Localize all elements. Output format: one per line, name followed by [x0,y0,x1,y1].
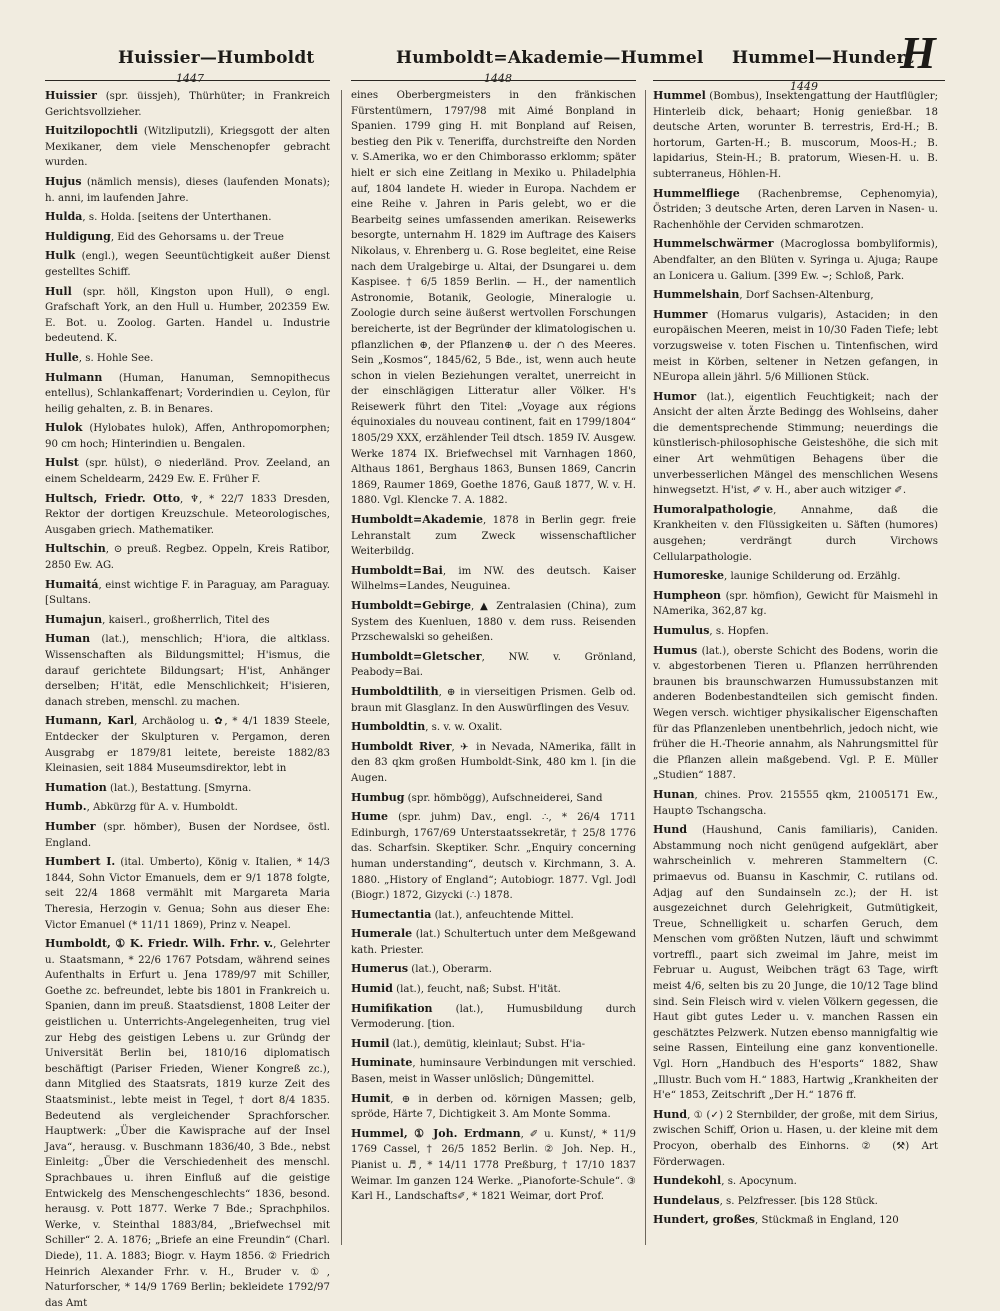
column-divider [341,90,342,1245]
dictionary-entry [351,739,636,787]
entry-headword: Humboldt, ① K. Friedr. Wilh. Frhr. v. [45,937,274,951]
entry-headword: Hund [653,1107,688,1121]
entry-headword: Hultsch, Friedr. Otto [45,491,181,505]
entry-headword: Hulk [45,249,76,263]
entry-headword: Humajun [45,612,103,626]
dictionary-entry [653,502,938,565]
dictionary-entry [45,88,330,120]
entry-text: , s. Hohle See. [78,352,154,364]
entry-headword: Huitzilopochtli [45,124,138,138]
entry-text: , Dorf Sachsen-Altenburg, [739,290,874,302]
entry-text: (spr. juhm) Dav., engl. ∴, * 26/4 1711 Edinburgh, 1767/69 Unterstaatssekretär, † 25/8 1776 das. Scharfsin. Skeptiker. Schr. „Enquiry concerning human understanding“, deutsch v. Kirchmann, 3. A. 1880. „History of England“; Autobiogr. 1877. Vgl. Jodl (Biogr.) 1872, Gizycki (∴) 1878. [351,812,636,902]
entry-headword: Humus [653,643,698,657]
column-left [45,88,331,1309]
entry-text: (engl.), wegen Seeuntüchtigkeit außer Dienst gestelltes Schiff. [45,251,330,278]
entry-headword: Hume [351,810,389,824]
dictionary-entry [653,1107,938,1170]
dictionary-entry [45,799,330,816]
dictionary-entry [653,822,938,1104]
entry-text: (Hylobates hulok), Affen, Anthropomorphen; 90 cm hoch; Hinterindien u. Bengalen. [45,423,330,450]
dictionary-entry [351,88,636,509]
entry-headword: Hummelfliege [653,186,740,200]
entry-headword: Humoreske [653,569,724,583]
dictionary-entry [45,248,330,280]
entry-headword: Hundekohl [653,1174,722,1188]
entry-text: , s. v. w. Oxalit. [425,722,503,734]
section-letter: H [900,27,936,78]
entry-headword: Hund [653,823,688,837]
entry-text: , s. Pelzfresser. [bis 128 Stück. [719,1195,878,1207]
entry-text: (ital. Umberto), König v. Italien, * 14/3 1844, Sohn Victor Emanuels, dem er 9/1 1878 folgte, seit 22/4 1868 vermählt mit Margareta Maria Theresia, Herzogin v. Genua; Sohn aus dieser Ehe: Victor Emanuel (* 11/11 1869), Prinz v. Neapel. [45,857,330,931]
entry-headword: Humboldt River [351,739,452,753]
dictionary-entry [653,1193,938,1210]
dictionary-entry [45,209,330,226]
entry-text: eines Oberbergmeisters in den fränkischen Fürstentümern, 1797/98 mit Aimé Bonpland in Spanien. 1799 ging H. mit Bonpland auf Reisen, bestieg den Pik v. Teneriffa, durchstreifte den Norden v. S.Amerika, wo er den Chimborasso erklomm; später hielt er sich eine Zeitlang in Mexiko u. Philadelphia auf, 1804 landete H. wieder in Europa. Nachdem er eine Reihe v. Jahren in Paris gelebt, wo er die Bearbeitg seines umfassenden amerikan. Reisewerks besorgte, unternahm H. 1829 im Auftrage des Kaisers Nikolaus, v. Ehrenberg u. G. Rose begleitet, eine Reise nach dem Uralgebirge u. Altai, der Dsungarei u. dem Kaspisee. † 6/5 1859 Berlin. — H., der namentlich Astronomie, Botanik, Geologie, Mineralogie u. Zoologie durch seine äußerst wertvollen Forschungen bereicherte, ist der Begründer der klimatologischen u. pflanzlichen ⊕, der Pflanzen⊕ u. der ∩ des Meeres. Sein „Kosmos“, 1845/62, 5 Bde., ist, wenn auch heute schon in vielen Beziehungen veraltet, unerreicht in der einschlägigen Litteratur aller Völker. H's Reisewerk führt den Titel: „Voyage aux régions équinoxiales du nouveau continent, fait en 1799/1804“ 1805/29 XXX, erzählender Teil dtsch. 1859 IV. Ausgew. Werke 1874 IX. Briefwechsel mit Varnhagen 1860, Althaus 1861, Berghaus 1863, Bunsen 1869, Cancrin 1869, Raumer 1869, Goethe 1876, Gauß 1877, W. v. H. 1880. Vgl. Klencke 7. A. 1882. [351,90,636,507]
dictionary-entry [351,926,636,958]
entry-headword: Hulst [45,456,79,470]
entry-text: (spr. üissjeh), Thürhüter; in Frankreich Gerichtsvollzieher. [45,91,330,118]
entry-headword: Humor [653,389,697,403]
entry-text: (Human, Hanuman, Semnopithecus entellus), Schlankaffenart; Vorderindien u. Ceylon, für heilig gehalten, z. B. in Benares. [45,372,330,415]
entry-headword: Hummel [653,89,706,102]
dictionary-entry [653,568,938,585]
dictionary-entry [653,643,938,784]
entry-text: , kaiserl., großherrlich, Titel des [102,614,270,626]
entry-headword: Humber [45,819,96,833]
header-rule-left [45,80,330,81]
entry-headword: Hulok [45,421,83,435]
entry-text: (nämlich mensis), dieses (laufenden Monats); h. anni, im laufenden Jahre. [45,176,330,204]
dictionary-entry [653,623,938,640]
entry-text: , ♆, * 22/7 1833 Dresden, Rektor der dortigen Kreuzschule. Meteorologisches, Ausgaben griech. Mathematiker. [45,493,330,536]
header-title-left: Huissier—Humboldt [118,48,315,68]
dictionary-entry [45,780,330,797]
entry-text: (lat.), eigentlich Feuchtigkeit; nach der Ansicht der alten Ärzte Bedingg des Wohlseins, daher die dementsprechende Stimmung; neuerdings die künstlerisch-philosophische Geisteshöhe, die sich mit einer Art wehmütigen Behagens über die unverbesserlichen Mängel des menschlichen Wesens hinwegsetzt. H'ist, ✐ v. H., aber auch witziger ✐. [653,391,938,497]
entry-text: (spr. hömfion), Gewicht für Maismehl in NAmerika, 362,87 kg. [653,590,938,618]
entry-headword: Humifikation [351,1001,433,1015]
entry-headword: Human [45,632,91,646]
entry-text: (spr. hömbögg), Aufschneiderei, Sand [404,792,603,804]
dictionary-entry [45,370,330,418]
entry-text: , ⊙ preuß. Regbez. Oppeln, Kreis Ratibor, 2850 Ew. AG. [45,544,330,572]
entry-text: , ✐ u. Kunst/, * 11/9 1769 Cassel, † 26/5 1852 Berlin. ② Joh. Nep. H., Pianist u. ♬, * 14/11 1778 Preßburg, † 17/10 1837 Weimar. Im ganzen 124 Werke. „Pianoforte-Schule“. ③ Karl H., Landschafts✐, * 1821 Weimar, dort Prof. [351,1128,636,1203]
entry-text: (lat.), Bestattung. [Smyrna. [106,782,252,794]
dictionary-entry [653,287,938,304]
entry-headword: Huminate [351,1056,413,1070]
dictionary-entry [653,787,938,819]
dictionary-entry [351,790,636,807]
dictionary-entry [351,981,636,998]
entry-headword: Huldigung [45,229,111,243]
dictionary-entry [45,350,330,367]
entry-text: , Eid des Gehorsams u. der Treue [110,231,284,243]
entry-headword: Humboldt=Gebirge [351,599,471,612]
entry-text: , s. Holda. [seitens der Unterthanen. [82,212,272,224]
entry-headword: Hundelaus [653,1193,720,1207]
dictionary-entry [351,719,636,736]
entry-headword: Humoralpathologie [653,502,774,516]
entry-text: (lat.), feucht, naß; Subst. H'ität. [392,984,561,996]
entry-headword: Hummelschwärmer [653,237,774,251]
entry-headword: Hummelshain [653,288,740,302]
entry-headword: Humbug [351,790,405,804]
entry-headword: Humbert I. [45,855,116,869]
dictionary-entry [45,577,330,609]
entry-text: (Haushund, Canis familiaris), Caniden. Abstammung noch nicht genügend aufgeklärt, aber wahrscheinlich v. mehreren Stammeltern (C. primaevus od. Buansu in Kaschmir, C. rutilans od. Adjag auf den Sundainseln zc.); der H. ist ausgezeichnet durch Gelehrigkeit, Gutmütigkeit, Treue, Schnelligkeit u. scharfen Geruch, dem Menschen vom größten Nutzen, läuft und schwimmt vortreffl., paart sich zweimal im Jahre, meist im Februar u. August, Weibchen trägt 63 Tage, wirft meist 4/6, selten bis zu 20 Junge, die 10/12 Tage blind sind. Sein Fleisch wird v. vielen Völkern gegessen, die Haut gibt gutes Leder u. v. manchen Rassen ein geschätztes Pelzwerk. Nutzen ebenso mannigfaltig wie seine Rassen, Einteilung eine ganz konventionelle. Vgl. Horn „Handbuch des H'esports“ 1882, Shaw „Illustr. Buch vom H.“ 1883, Hartwig „Krankheiten der H'e“ 1853, Zeitschrift „Der H.“ 1876 ff. [653,825,938,1102]
entry-headword: Humpheon [653,588,722,602]
entry-headword: Hultschin [45,542,106,556]
entry-text: (spr. hülst), ⊙ niederländ. Prov. Zeeland, an einem Scheldearm, 2429 Ew. E. Früher F. [45,458,330,486]
entry-headword: Huissier [45,89,97,102]
dictionary-entry [653,1212,938,1229]
entry-headword: Humboldt=Akademie [351,513,484,527]
entry-headword: Hummer [653,307,708,321]
dictionary-entry [45,541,330,573]
entry-text: , chines. Prov. 215555 qkm, 21005171 Ew., Haupt⊙ Tschangscha. [653,789,938,817]
column-divider [645,90,646,1245]
dictionary-entry [45,713,330,776]
entry-text: , Annahme, daß die Krankheiten v. den Flüssigkeiten u. Säften (humores) ausgehen; verdrängt durch Virchows Cellularpathologie. [653,504,938,563]
entry-headword: Humboldt=Gletscher [351,649,482,663]
entry-text: , ▲ Zentralasien (China), zum System des Kuenluen, 1880 v. dem russ. Reisenden Przschewalski so geheißen. [351,601,636,644]
entry-headword: Hull [45,284,72,298]
entry-headword: Humboldt=Bai [351,563,443,577]
entry-text: (Homarus vulgaris), Astaciden; in den europäischen Meeren, meist in 10/30 Faden Tiefe; lebt vorzugsweise v. toten Fischen u. Tintenfischen, wird meist in Körben, seltener in Netzen gefangen, in NEuropa allein jährl. 5/6 Millionen Stück. [653,309,938,384]
entry-text: (lat.) Schultertuch unter dem Meßgewand kath. Priester. [351,929,636,956]
dictionary-entry [653,1173,938,1190]
entry-text: (lat.), demütig, kleinlaut; Subst. H'ia- [389,1038,586,1050]
dictionary-entry [653,389,938,499]
entry-headword: Humid [351,982,393,996]
entry-headword: Humann, Karl [45,714,135,728]
dictionary-entry [653,307,938,386]
entry-text: , Stückmaß in England, 120 [755,1215,899,1227]
entry-text: , 1878 in Berlin gegr. freie Lehranstalt zum Zweck wissenschaftlicher Weiterbildg. [351,515,636,558]
entry-text: , ⊕ in derben od. körnigen Massen; gelb, spröde, Härte 7, Dichtigkeit 3. Am Monte Somma. [351,1093,636,1121]
dictionary-entry [351,961,636,978]
dictionary-entry [45,612,330,629]
entry-headword: Humectantia [351,907,432,921]
dictionary-entry [351,1055,636,1087]
entry-text: (spr. höll, Kingston upon Hull), ⊙ engl. Grafschaft York, an den Hull u. Humber, 202359 Ew. E. Bot. u. Zoolog. Garten. Handel u. Industrie bedeutend. K. [45,286,330,345]
entry-text: , ⊕ in vierseitigen Prismen. Gelb od. braun mit Glasglanz. In den Auswürflingen des Vesuv. [351,686,636,714]
entry-text: (Bombus), Insektengattung der Hautflügler; Hinterleib dick, behaart; Honig genießbar. 18 deutsche Arten, worunter B. terrestris, Erd-H.; B. hortorum, Garten-H.; B. muscorum, Moos-H.; B. lapidarius, Stein-H.; B. pratorum, Wiesen-H. u. B. subterraneus, Höhlen-H. [653,91,938,180]
dictionary-entry [45,631,330,710]
entry-text: , Archäolog u. ✿, * 4/1 1839 Steele, Entdecker der Skulpturen v. Pergamon, deren Ausgrabg er 1879/81 leitete, bereiste 1882/83 Kleinasien, seit 1884 Museumsdirektor, lebt in [45,716,330,775]
dictionary-entry [351,1091,636,1123]
entry-headword: Humboldtin [351,720,426,734]
header-title-right: Hummel—Hundert [732,48,914,68]
entry-headword: Hulmann [45,370,103,384]
dictionary-entry [351,1126,636,1205]
header-rule-right [653,80,945,81]
entry-headword: Humil [351,1036,390,1050]
dictionary-entry [45,420,330,452]
entry-text: (Witzliputzli), Kriegsgott der alten Mexikaner, dem viele Menschenopfer gebracht wurden. [45,126,330,169]
entry-headword: Hujus [45,174,82,188]
page-number-left: 1447 [176,72,204,85]
dictionary-entry [653,588,938,620]
dictionary-entry [45,284,330,347]
entry-text: , im NW. des deutsch. Kaiser Wilhelms=Landes, Neuguinea. [351,565,636,593]
entry-headword: Humboldtilith [351,684,439,698]
column-right [653,88,938,1248]
entry-text: (lat.), anfeuchtende Mittel. [431,909,574,921]
entry-headword: Humaitá [45,577,99,591]
dictionary-entry [351,563,636,595]
dictionary-entry [45,854,330,933]
dictionary-entry [653,186,938,234]
dictionary-entry [45,491,330,539]
entry-text: (lat.), menschlich; H'iora, die altklass. Wissenschaften als Bildungsmittel; H'ismus, die darauf gerichtete Bildungsart; H'ist, Anhänger derselben; H'ität, edle Menschlichkeit; H'isieren, danach streben, menschl. zu machen. [45,634,330,708]
entry-headword: Hunan [653,787,695,801]
dictionary-entry [45,455,330,487]
dictionary-entry [351,649,636,681]
entry-headword: Humerale [351,927,413,941]
entry-text: , s. Apocynum. [721,1176,797,1188]
entry-headword: Humerus [351,962,409,976]
dictionary-entry [45,936,330,1311]
entry-headword: Hulle [45,350,79,364]
dictionary-entry [351,512,636,560]
entry-headword: Humulus [653,624,710,637]
entry-text: , ① (✓) 2 Sternbilder, der große, mit dem Sirius, zwischen Schiff, Orion u. Hasen, u. der kleine mit dem Procyon, oberhalb des Einhorns. ② (⚒) Art Förderwagen. [653,1109,938,1168]
entry-text: (Rachenbremse, Cephenomyia), Östriden; 3 deutsche Arten, deren Larven in Nasen- u. Rachenhöhle der Cerviden schmarotzen. [653,188,938,231]
entry-text: , huminsaure Verbindungen mit verschied. Basen, meist in Wasser unlöslich; Düngemittel. [351,1058,636,1086]
entry-text: (spr. hömber), Busen der Nordsee, östl. England. [45,821,330,849]
entry-headword: Hummel, ① Joh. Erdmann [351,1126,521,1140]
entry-text: , einst wichtige F. in Paraguay, am Paraguay. [Sultans. [45,579,330,607]
header-rule-middle [351,80,636,81]
entry-text: , ✈ in Nevada, NAmerika, fällt in den 83 qkm großen Humboldt-Sink, 480 km l. [in die Augen. [351,741,636,784]
dictionary-entry [45,174,330,206]
dictionary-entry [45,819,330,851]
dictionary-entry [351,907,636,924]
dictionary-entry [653,88,938,183]
entry-text: , NW. v. Grönland, Peabody=Bai. [351,651,636,679]
dictionary-entry [351,598,636,646]
dictionary-entry [45,123,330,171]
entry-text: , Gelehrter u. Staatsmann, * 22/6 1767 Potsdam, während seines Aufenthalts in Erfurt u. Jena 1789/97 mit Schiller, Goethe zc. befreundet, lebte bis 1801 in Frankreich u. Spanien, dann im preuß. Staatsdienst, 1808 Leiter der geistlichen u. Unterrichts-Angelegenheiten, trug viel zur Hebg des geistigen Lebens u. zur Gründg der Universität Berlin bei, 1810/16 diplomatisch beschäftigt (Pariser Frieden, Wiener Kongreß zc.), dann Mitglied des Staatsrats, 1819 kurze Zeit des Staatsminist., lebte meist in Tegel, † dort 8/4 1835. Bedeutend als vergleichender Sprachforscher. Hauptwerk: „Über die Kawisprache auf der Insel Java“, herausg. v. Buschmann 1836/40, 3 Bde., nebst Einleitg: „Über die Verschiedenheit des menschl. Sprachbaues u. ihren Einfluß auf die geistige Entwickelg des Menschengeschlechts“ 1836, besond. herausg. v. Pott 1877. Werke 7 Bde.; Sprachphilos. Werke, v. Steinthal 1883/84, „Briefwechsel mit Schiller“ 2. A. 1876; „Briefe an eine Freundin“ (Charl. Diede), 11. A. 1883; Biogr. v. Haym 1856. ② Friedrich Heinrich Alexander Frhr. v. H., Bruder v. ①, Naturforscher, * 14/9 1769 Berlin; bekleidete 1792/97 das Amt [45,939,331,1309]
dictionary-entry [351,1001,636,1033]
entry-headword: Humb. [45,800,87,814]
entry-headword: Humation [45,780,107,794]
dictionary-entry [351,1036,636,1053]
dictionary-entry [351,809,636,904]
entry-headword: Humit [351,1091,391,1105]
entry-text: (lat.), Oberarm. [408,964,492,976]
entry-text: , launige Schilderung od. Erzählg. [723,571,901,583]
dictionary-entry [351,684,636,716]
entry-text: (lat.), oberste Schicht des Bodens, worin die v. abgestorbenen Tieren u. Pflanzen herrührenden braunen bis braunschwarzen Humussubstanzen mit anderen Bodenbestandteilen sich gemischt finden. Wegen versch. wichtiger physikalischer Eigenschaften für das Pflanzenleben unentbehrlich, jedoch nicht, wie früher die H.-Theorie annahm, als Nahrungsmittel für die Pflanzen allein maßgebend. Vgl. P. E. Müller „Studien“ 1887. [653,645,938,782]
column-middle [351,88,636,1248]
dictionary-entry [45,229,330,246]
entry-text: (Macroglossa bombyliformis), Abendfalter, an den Blüten v. Syringa u. Ajuga; Raupe an Lonicera u. Galium. [399 Ew. ⌣; Schloß, Park. [653,239,938,282]
entry-text: , Abkürzg für A. v. Humboldt. [86,802,238,814]
dictionary-entry [653,236,938,284]
entry-text: (lat.), Humusbildung durch Vermoderung. [tion. [351,1003,636,1031]
header-title-middle: Humboldt=Akademie—Hummel [396,48,704,68]
entry-text: , s. Hopfen. [709,626,769,637]
entry-headword: Hulda [45,210,83,224]
entry-headword: Hundert, großes [653,1213,755,1227]
page-number-right: 1449 [790,80,818,93]
page-number-middle: 1448 [484,72,512,85]
